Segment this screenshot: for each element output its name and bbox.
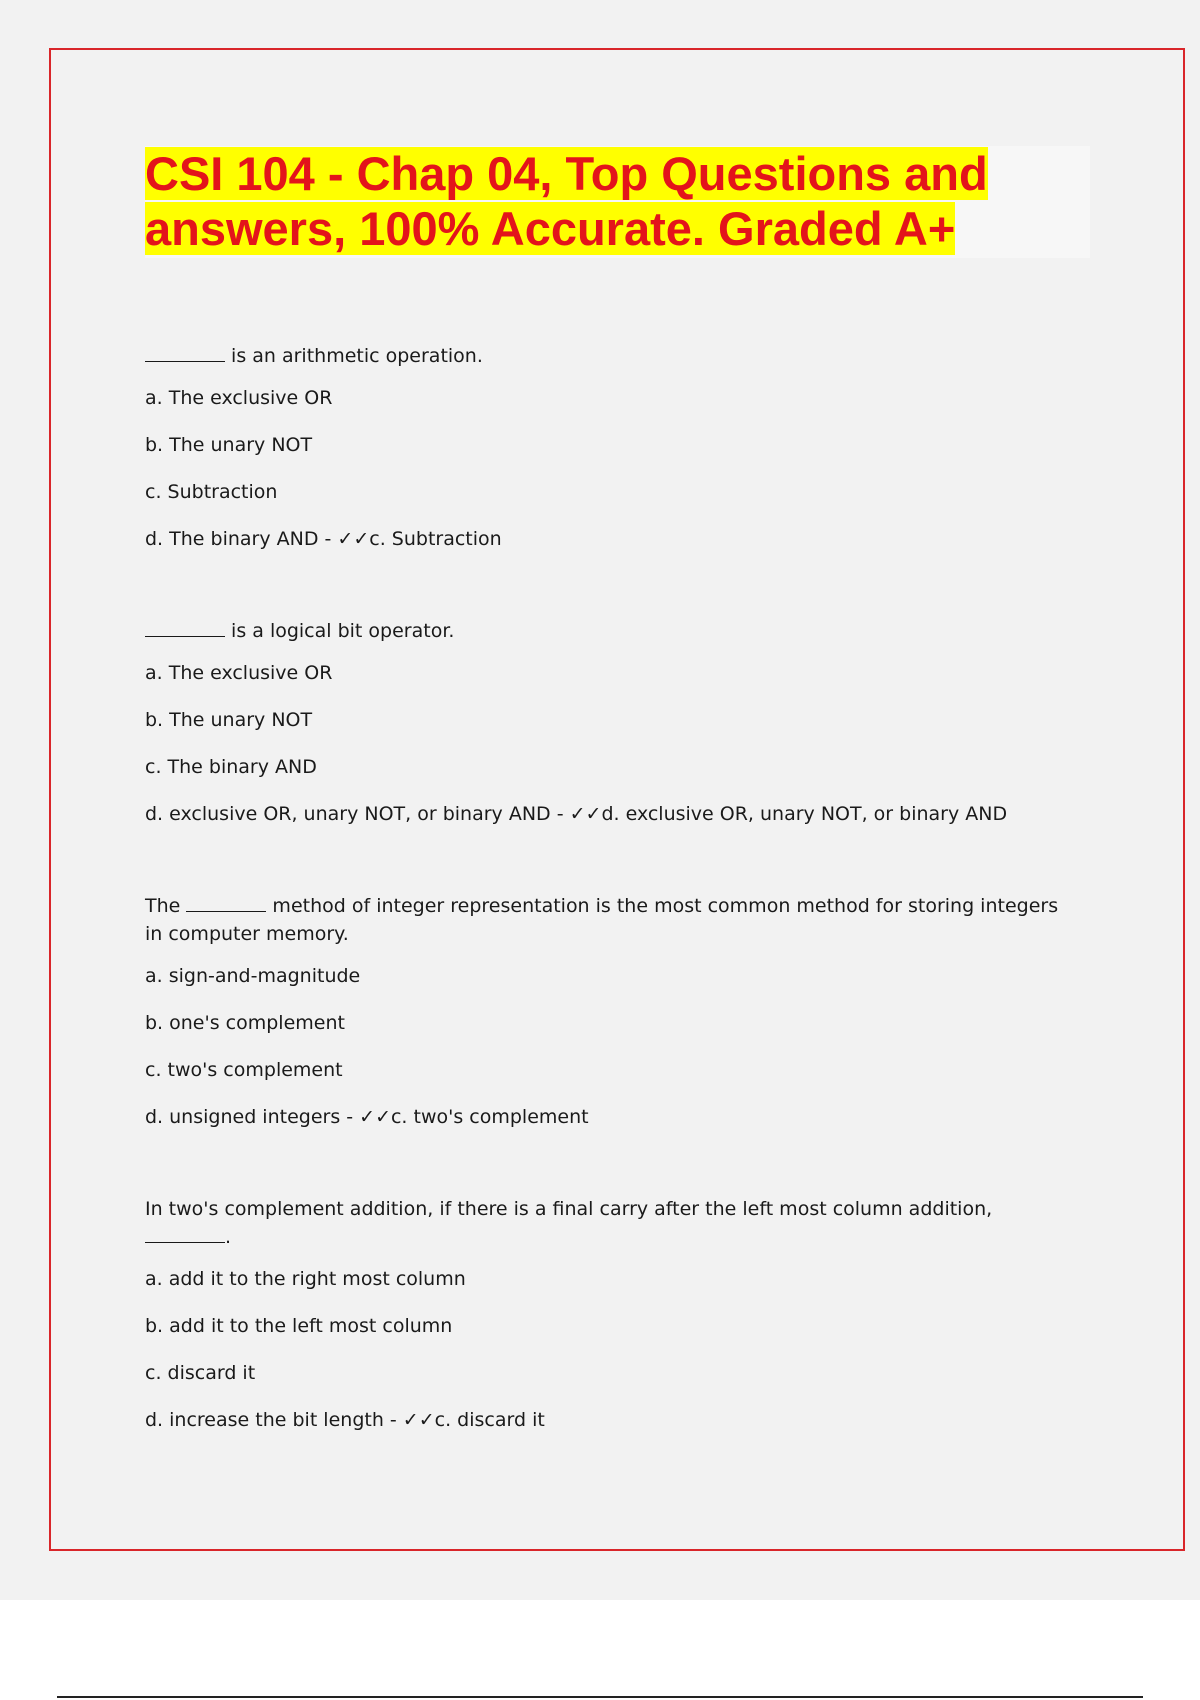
question-2 (145, 617, 1065, 828)
prompt-text-after: . (225, 1226, 232, 1248)
option-a: a. The exclusive OR (145, 662, 333, 684)
question-1 (145, 342, 1065, 553)
option-d-with-answer: d. exclusive OR, unary NOT, or binary AND - ✓✓d. exclusive OR, unary NOT, or binary AND (145, 803, 1008, 825)
option-a: a. sign-and-magnitude (145, 965, 361, 987)
option-b: b. The unary NOT (145, 434, 313, 456)
document-title-line-2: answers, 100% Accurate. Graded A+ (145, 202, 956, 255)
footer-rule (57, 1696, 1143, 1698)
question-prompt (145, 892, 1065, 948)
question-prompt (145, 617, 1065, 645)
option-d-with-answer: d. increase the bit length - ✓✓c. discard it (145, 1409, 545, 1431)
answer-blank (145, 618, 225, 637)
option-c: c. Subtraction (145, 481, 278, 503)
document-title-line-1: CSI 104 - Chap 04, Top Questions and (145, 147, 988, 200)
option-d-with-answer: d. The binary AND - ✓✓c. Subtraction (145, 528, 502, 550)
answer-blank (145, 1224, 225, 1243)
option-b: b. one's complement (145, 1012, 345, 1034)
option-c: c. The binary AND (145, 756, 317, 778)
prompt-text-after: is a logical bit operator. (225, 620, 455, 642)
option-a: a. add it to the right most column (145, 1268, 466, 1290)
prompt-text-after: is an arithmetic operation. (225, 345, 483, 367)
prompt-text-after: method of integer representation is the most common method for storing integers in computer memory. (145, 895, 1059, 945)
document-title-block (145, 146, 1090, 258)
option-c: c. discard it (145, 1362, 256, 1384)
question-3 (145, 892, 1065, 1131)
question-4 (145, 1195, 1065, 1434)
option-b: b. add it to the left most column (145, 1315, 453, 1337)
option-a: a. The exclusive OR (145, 387, 333, 409)
option-b: b. The unary NOT (145, 709, 313, 731)
answer-blank (186, 893, 266, 912)
prompt-text-before: In two's complement addition, if there is a final carry after the left most column addition, (145, 1198, 993, 1220)
questions-list (145, 342, 1065, 1434)
question-prompt (145, 342, 1065, 370)
option-c: c. two's complement (145, 1059, 343, 1081)
document-title (145, 146, 1090, 256)
option-d-with-answer: d. unsigned integers - ✓✓c. two's complement (145, 1106, 589, 1128)
prompt-text-before: The (145, 895, 187, 917)
answer-blank (145, 343, 225, 362)
question-prompt (145, 1195, 1065, 1251)
